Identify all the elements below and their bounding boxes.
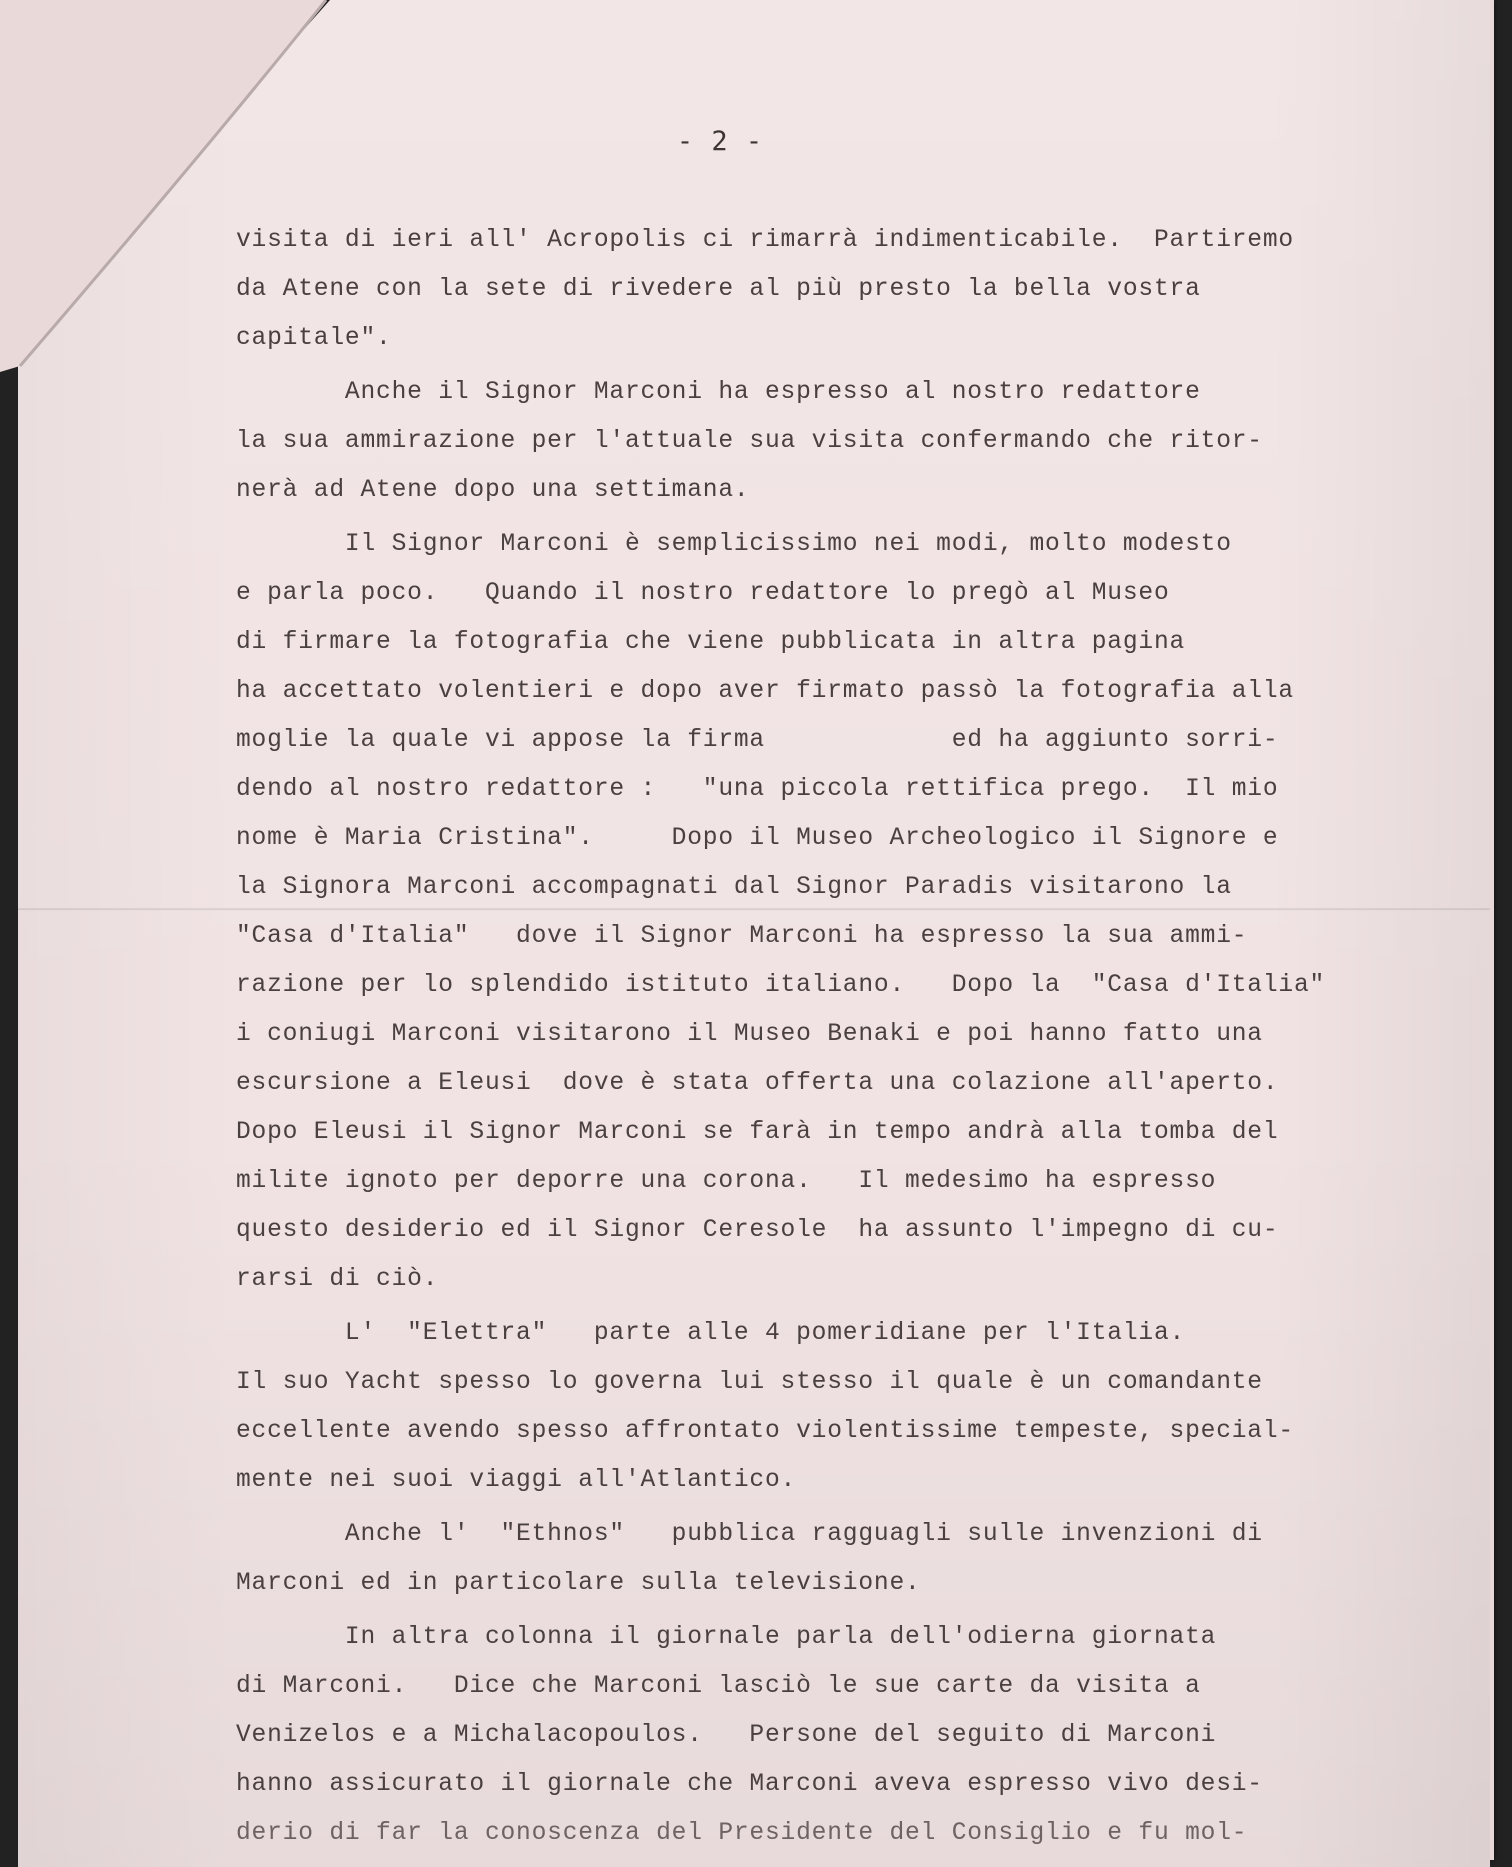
text-line: Il Signor Marconi è semplicissimo nei modi, molto modesto <box>236 531 1232 558</box>
text-line: hanno assicurato il giornale che Marconi aveva espresso vivo desi- <box>236 1771 1263 1798</box>
text-line: la sua ammirazione per l'attuale sua visita confermando che ritor- <box>236 428 1263 455</box>
text-line: ha accettato volentieri e dopo aver firmato passò la fotografia alla <box>236 678 1294 705</box>
text-line: moglie la quale vi appose la firma ed ha aggiunto sorri- <box>236 727 1279 754</box>
text-line: nome è Maria Cristina". Dopo il Museo Archeologico il Signore e <box>236 825 1279 852</box>
text-line: i coniugi Marconi visitarono il Museo Benaki e poi hanno fatto una <box>236 1021 1263 1048</box>
text-line: In altra colonna il giornale parla dell'odierna giornata <box>236 1624 1217 1651</box>
text-line-cut-off: derio di far la conoscenza del Presidente del Consiglio e fu mol- <box>236 1820 1248 1847</box>
text-line: rarsi di ciò. <box>236 1266 439 1293</box>
text-line: da Atene con la sete di rivedere al più presto la bella vostra <box>236 276 1201 303</box>
text-line: mente nei suoi viaggi all'Atlantico. <box>236 1467 797 1494</box>
text-line: Marconi ed in particolare sulla televisione. <box>236 1570 921 1597</box>
text-line: Venizelos e a Michalacopoulos. Persone del seguito di Marconi <box>236 1722 1217 1749</box>
text-line: questo desiderio ed il Signor Ceresole ha assunto l'impegno di cu- <box>236 1217 1279 1244</box>
page-number: - 2 - <box>676 126 764 157</box>
text-line: nerà ad Atene dopo una settimana. <box>236 477 750 504</box>
text-line: L' "Elettra" parte alle 4 pomeridiane per l'Italia. <box>236 1320 1186 1347</box>
text-line: visita di ieri all' Acropolis ci rimarrà indimenticabile. Partiremo <box>236 227 1294 254</box>
text-line: Dopo Eleusi il Signor Marconi se farà in tempo andrà alla tomba del <box>236 1119 1279 1146</box>
text-line: dendo al nostro redattore : "una piccola rettifica prego. Il mio <box>236 776 1279 803</box>
text-line: eccellente avendo spesso affrontato violentissime tempeste, special- <box>236 1418 1294 1445</box>
text-line: la Signora Marconi accompagnati dal Signor Paradis visitarono la <box>236 874 1232 901</box>
text-line: capitale". <box>236 325 392 352</box>
text-line: razione per lo splendido istituto italiano. Dopo la "Casa d'Italia" <box>236 972 1326 999</box>
text-line: Il suo Yacht spesso lo governa lui stesso il quale è un comandante <box>236 1369 1263 1396</box>
text-line: escursione a Eleusi dove è stata offerta una colazione all'aperto. <box>236 1070 1279 1097</box>
body-text <box>236 216 1466 1858</box>
text-line: e parla poco. Quando il nostro redattore lo pregò al Museo <box>236 580 1170 607</box>
text-line: Anche il Signor Marconi ha espresso al nostro redattore <box>236 379 1201 406</box>
text-line: "Casa d'Italia" dove il Signor Marconi ha espresso la sua ammi- <box>236 923 1248 950</box>
text-line: Anche l' "Ethnos" pubblica ragguagli sulle invenzioni di <box>236 1521 1263 1548</box>
text-line: di Marconi. Dice che Marconi lasciò le sue carte da visita a <box>236 1673 1201 1700</box>
text-line: di firmare la fotografia che viene pubblicata in altra pagina <box>236 629 1186 656</box>
text-line: milite ignoto per deporre una corona. Il medesimo ha espresso <box>236 1168 1217 1195</box>
